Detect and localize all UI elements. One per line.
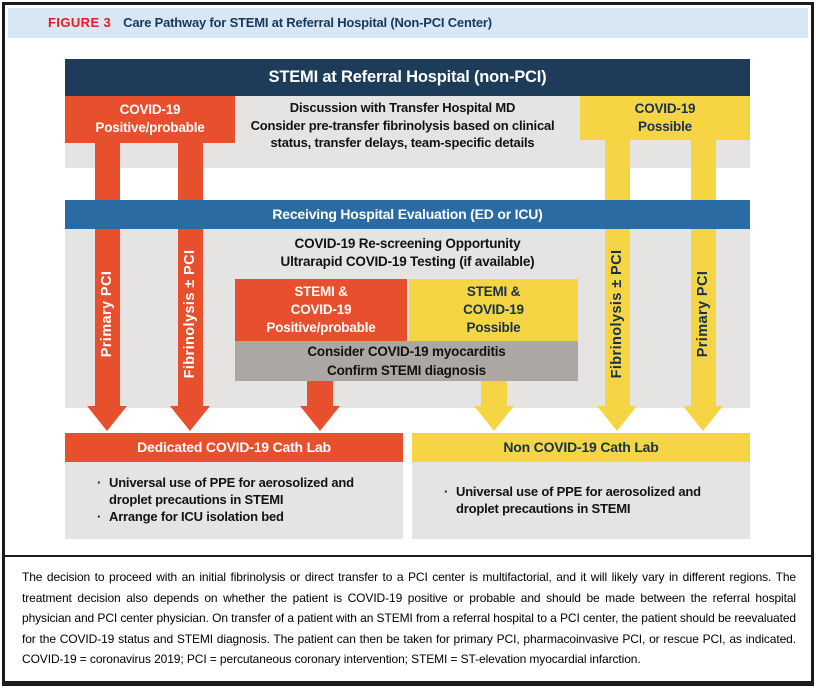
figure-title-band (8, 8, 808, 38)
arrowhead-icon (474, 406, 514, 431)
arrowhead-icon (300, 406, 340, 431)
myocarditis-box: Consider COVID-19 myocarditis Confirm STEMI diagnosis (235, 341, 578, 381)
transfer-discussion-text: Discussion with Transfer Hospital MD Consider pre-transfer fibrinolysis based on clinical status, transfer delays, team-specific details (250, 100, 555, 150)
rescreening-text: COVID-19 Re-screening Opportunity Ultrarapid COVID-19 Testing (if available) (280, 236, 535, 269)
arrowhead-icon (597, 406, 637, 431)
stemi-referral-header: STEMI at Referral Hospital (non-PCI) (65, 59, 750, 96)
bullet-dot-icon: · (97, 509, 102, 524)
arrow-shaft-covid-possible-path (481, 380, 507, 406)
figure-label: FIGURE 3 (48, 15, 112, 30)
covid-possible-box: COVID-19 Possible (580, 96, 750, 140)
arrow-label-fibrinolysis-left: Fibrinolysis ± PCI (182, 249, 198, 379)
receiving-hospital-bar: Receiving Hospital Evaluation (ED or ICU) (65, 200, 750, 229)
arrowhead-icon (683, 406, 723, 431)
bullet-dot-icon: · (97, 475, 102, 490)
non-covid-cath-lab-box: Non COVID-19 Cath Lab (412, 433, 750, 462)
figure-caption: The decision to proceed with an initial fibrinolysis or direct transfer to a PCI center is multifactorial, and it will likely vary in different regions. The treatment decision also depends on whether the patient is COVID-19 positive or probable and should be made between the referral hospital physician and PCI center physician. On transfer of a patient with an STEMI from a referral hospital to a PCI center, the patient should be reevaluated for the COVID-19 status and STEMI diagnosis. The patient can then be taken for primary PCI, pharmacoinvasive PCI, or rescue PCI, as indicated. COVID-19 = coronavirus 2019; PCI = percutaneous coronary intervention; STEMI = ST-elevation myocardial infarction. (22, 570, 796, 666)
list-item: · Universal use of PPE for aerosolized and droplet precautions in STEMI (444, 484, 701, 516)
bullet-dot-icon: · (444, 484, 449, 499)
arrowhead-icon (170, 406, 210, 431)
caption-separator-line (3, 555, 813, 557)
arrow-shaft-covid-positive-path (307, 380, 333, 406)
list-item: · Arrange for ICU isolation bed (97, 509, 284, 524)
figure-title: Care Pathway for STEMI at Referral Hospital (Non-PCI Center) (123, 15, 492, 30)
arrowhead-icon (87, 406, 127, 431)
arrow-label-primary-pci-left: Primary PCI (99, 270, 115, 358)
dedicated-cath-lab-box: Dedicated COVID-19 Cath Lab (65, 433, 403, 462)
dedicated-lab-bullet-panel (65, 462, 403, 539)
arrow-label-primary-pci-right: Primary PCI (695, 270, 711, 358)
list-item: · Universal use of PPE for aerosolized and droplet precautions in STEMI (97, 475, 354, 507)
stemi-covid-positive-box: STEMI & COVID-19 Positive/probable (235, 279, 407, 341)
non-covid-lab-bullet-panel (412, 462, 750, 539)
stemi-covid-possible-box: STEMI & COVID-19 Possible (409, 279, 578, 341)
covid-positive-box: COVID-19 Positive/probable (65, 96, 235, 143)
arrow-label-fibrinolysis-right: Fibrinolysis ± PCI (609, 249, 625, 379)
